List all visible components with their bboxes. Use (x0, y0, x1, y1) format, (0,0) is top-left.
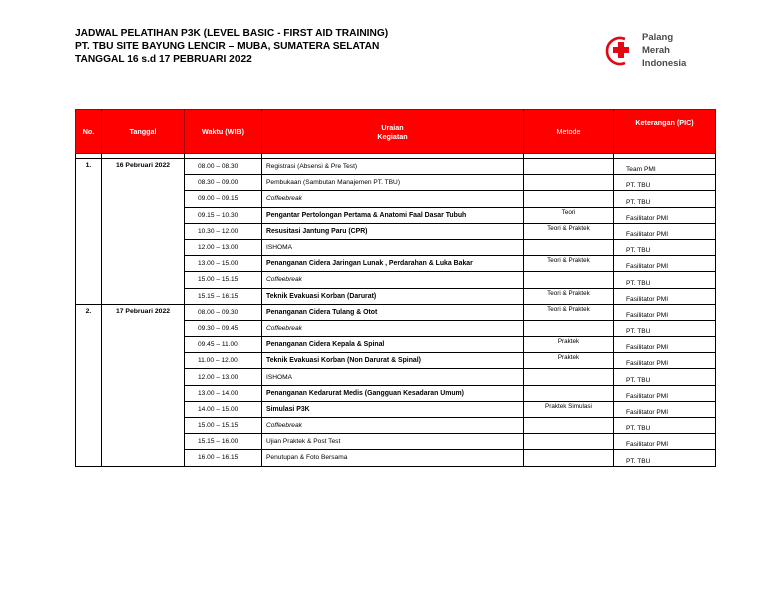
header-title-line-3: TANGGAL 16 s.d 17 PEBRUARI 2022 (75, 54, 252, 65)
activity-cell: ISHOMA (262, 369, 524, 385)
col-header-method: Metode (524, 110, 614, 154)
activity-cell: Penanganan Cidera Tulang & Otot (262, 304, 524, 320)
time-cell: 09.15 – 10.30 (185, 207, 262, 223)
pic-cell: Team PMI (614, 159, 716, 175)
time-cell: 15.15 – 16.00 (185, 434, 262, 450)
col-header-pic: Keterangan (PIC) (614, 110, 716, 154)
pic-cell: Fasilitator PMI (614, 207, 716, 223)
col-header-no: No. (76, 110, 102, 154)
method-cell: Praktek (524, 337, 614, 353)
table-header-row (76, 110, 716, 154)
activity-cell: Pengantar Pertolongan Pertama & Anatomi Faal Dasar Tubuh (262, 207, 524, 223)
day-number: 1. (76, 159, 102, 305)
time-cell: 12.00 – 13.00 (185, 239, 262, 255)
time-cell: 15.00 – 15.15 (185, 272, 262, 288)
method-cell: Praktek (524, 353, 614, 369)
activity-cell: Penanganan Cidera Jaringan Lunak , Perdarahan & Luka Bakar (262, 256, 524, 272)
time-cell: 08.00 – 09.30 (185, 304, 262, 320)
time-cell: 13.00 – 15.00 (185, 256, 262, 272)
activity-cell: Penutupan & Foto Bersama (262, 450, 524, 466)
pic-cell: PT. TBU (614, 175, 716, 191)
document-header (75, 27, 388, 66)
time-cell: 08.30 – 09.00 (185, 175, 262, 191)
activity-cell: ISHOMA (262, 239, 524, 255)
col-header-time: Waktu (WIB) (185, 110, 262, 154)
activity-cell: Penanganan Cidera Kepala & Spinal (262, 337, 524, 353)
activity-cell: Pembukaan (Sambutan Manajemen PT. TBU) (262, 175, 524, 191)
pic-cell: Fasilitator PMI (614, 304, 716, 320)
method-cell: Teori & Praktek (524, 256, 614, 272)
pic-cell: PT. TBU (614, 320, 716, 336)
col-header-activity (262, 110, 524, 154)
palang-merah-logo (604, 30, 694, 74)
pic-cell: PT. TBU (614, 418, 716, 434)
header-title-line-2: PT. TBU SITE BAYUNG LENCIR – MUBA, SUMATERA SELATAN (75, 41, 380, 52)
method-cell (524, 418, 614, 434)
logo-text-line-1: Palang (642, 32, 674, 43)
method-cell (524, 320, 614, 336)
red-cross-icon (604, 36, 638, 66)
pic-cell: Fasilitator PMI (614, 434, 716, 450)
method-cell (524, 175, 614, 191)
pic-cell: PT. TBU (614, 239, 716, 255)
day-date: 17 Pebruari 2022 (102, 304, 185, 466)
day-number: 2. (76, 304, 102, 466)
pic-cell: Fasilitator PMI (614, 401, 716, 417)
activity-cell: Simulasi P3K (262, 401, 524, 417)
activity-cell: Penanganan Kedarurat Medis (Gangguan Kesadaran Umum) (262, 385, 524, 401)
time-cell: 15.00 – 15.15 (185, 418, 262, 434)
day-date: 16 Pebruari 2022 (102, 159, 185, 305)
method-cell (524, 159, 614, 175)
activity-cell: Coffeebreak (262, 272, 524, 288)
col-header-date: Tanggal (102, 110, 185, 154)
time-cell: 15.15 – 16.15 (185, 288, 262, 304)
time-cell: 11.00 – 12.00 (185, 353, 262, 369)
activity-cell: Registrasi (Absensi & Pre Test) (262, 159, 524, 175)
method-cell: Praktek Simulasi (524, 401, 614, 417)
table-row (76, 304, 716, 320)
logo-text (642, 31, 686, 70)
time-cell: 09.00 – 09.15 (185, 191, 262, 207)
pic-cell: Fasilitator PMI (614, 256, 716, 272)
time-cell: 16.00 – 16.15 (185, 450, 262, 466)
header-title-line-1: JADWAL PELATIHAN P3K (LEVEL BASIC - FIRST AID TRAINING) (75, 28, 389, 39)
schedule-table (75, 109, 716, 467)
method-cell (524, 450, 614, 466)
col-header-activity-line-1: Uraian (381, 122, 404, 132)
pic-cell: PT. TBU (614, 272, 716, 288)
pic-cell: PT. TBU (614, 450, 716, 466)
pic-cell: PT. TBU (614, 191, 716, 207)
table-row (76, 159, 716, 175)
pic-cell: Fasilitator PMI (614, 337, 716, 353)
time-cell: 13.00 – 14.00 (185, 385, 262, 401)
time-cell: 10.30 – 12.00 (185, 223, 262, 239)
method-cell: Teori & Praktek (524, 288, 614, 304)
method-cell (524, 239, 614, 255)
time-cell: 09.30 – 09.45 (185, 320, 262, 336)
pic-cell: Fasilitator PMI (614, 223, 716, 239)
logo-text-line-3: Indonesia (642, 58, 687, 69)
activity-cell: Teknik Evakuasi Korban (Non Darurat & Spinal) (262, 353, 524, 369)
time-cell: 09.45 – 11.00 (185, 337, 262, 353)
pic-cell: PT. TBU (614, 369, 716, 385)
time-cell: 14.00 – 15.00 (185, 401, 262, 417)
method-cell: Teori & Praktek (524, 223, 614, 239)
logo-text-line-2: Merah (642, 45, 670, 56)
method-cell (524, 369, 614, 385)
method-cell: Teori (524, 207, 614, 223)
pic-cell: Fasilitator PMI (614, 385, 716, 401)
activity-cell: Ujian Praktek & Post Test (262, 434, 524, 450)
method-cell (524, 434, 614, 450)
activity-cell: Coffeebreak (262, 191, 524, 207)
activity-cell: Coffeebreak (262, 418, 524, 434)
method-cell (524, 191, 614, 207)
method-cell: Teori & Praktek (524, 304, 614, 320)
activity-cell: Coffeebreak (262, 320, 524, 336)
time-cell: 12.00 – 13.00 (185, 369, 262, 385)
time-cell: 08.00 – 08.30 (185, 159, 262, 175)
activity-cell: Teknik Evakuasi Korban (Darurat) (262, 288, 524, 304)
pic-cell: Fasilitator PMI (614, 288, 716, 304)
method-cell (524, 385, 614, 401)
col-header-activity-line-2: Kegiatan (377, 131, 408, 141)
activity-cell: Resusitasi Jantung Paru (CPR) (262, 223, 524, 239)
schedule-body (76, 159, 716, 467)
method-cell (524, 272, 614, 288)
pic-cell: Fasilitator PMI (614, 353, 716, 369)
